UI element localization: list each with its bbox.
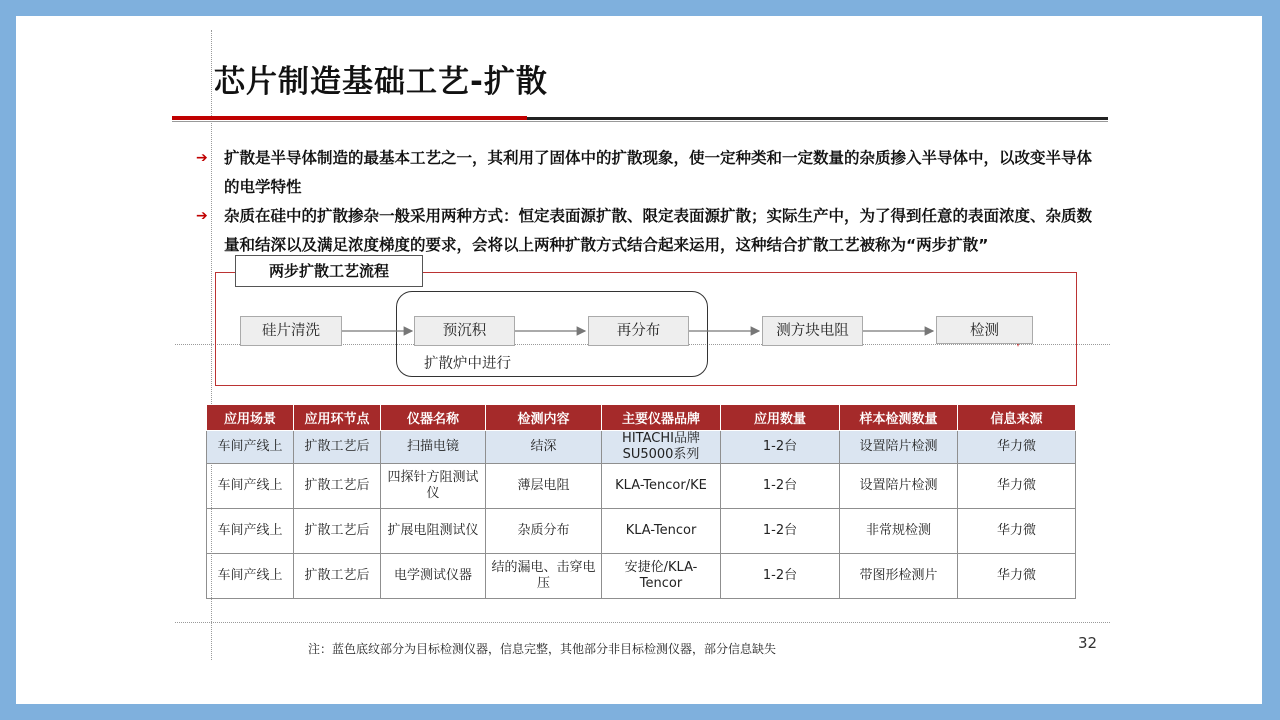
table-cell: 1-2台 (721, 554, 840, 599)
table-cell: 华力微 (958, 431, 1076, 464)
table-cell: 带图形检测片 (840, 554, 958, 599)
flow-step-redistribution: 再分布 (588, 316, 689, 346)
table-cell: 安捷伦/KLA-Tencor (602, 554, 721, 599)
table-cell: 结深 (486, 431, 602, 464)
table-cell: 1-2台 (721, 509, 840, 554)
column-header: 仪器名称 (381, 405, 486, 431)
bullet-text: 扩散是半导体制造的最基本工艺之一，其利用了固体中的扩散现象，使一定种类和一定数量的杂质掺入半导体中，以改变半导体的电学特性 (224, 149, 1093, 196)
table-cell: 设置陪片检测 (840, 464, 958, 509)
bullet-text: 杂质在硅中的扩散掺杂一般采用两种方式：恒定表面源扩散、限定表面源扩散；实际生产中，为了得到任意的表面浓度、杂质数量和结深以及满足浓度梯度的要求，会将以上两种扩散方式结合起来运用，这种结合扩散工艺被称为“两步扩散” (224, 207, 1093, 254)
table-cell: 薄层电阻 (486, 464, 602, 509)
table-cell: 扩散工艺后 (294, 464, 381, 509)
table-row (207, 464, 1076, 509)
footnote: 注：蓝色底纹部分为目标检测仪器，信息完整，其他部分非目标检测仪器，部分信息缺失 (308, 642, 777, 656)
bullet-arrow-icon: ➔ (196, 150, 208, 166)
column-header: 应用环节点 (294, 405, 381, 431)
table-cell: 车间产线上 (207, 464, 294, 509)
table-cell: 扩散工艺后 (294, 431, 381, 464)
table-cell: 华力微 (958, 509, 1076, 554)
table-cell: 结的漏电、击穿电压 (486, 554, 602, 599)
flow-step-predeposition: 预沉积 (414, 316, 515, 346)
table-row (207, 554, 1076, 599)
table-cell: 扩散工艺后 (294, 509, 381, 554)
table-cell: 华力微 (958, 554, 1076, 599)
table-cell: 四探针方阻测试仪 (381, 464, 486, 509)
table-cell: 扩散工艺后 (294, 554, 381, 599)
table-cell: 1-2台 (721, 464, 840, 509)
table-cell: 扫描电镜 (381, 431, 486, 464)
table-cell: 非常规检测 (840, 509, 958, 554)
table-row (207, 509, 1076, 554)
flow-step-inspection: 检测 (936, 316, 1033, 344)
flow-step-sheet-resistance: 测方块电阻 (762, 316, 863, 346)
table-cell: 电学测试仪器 (381, 554, 486, 599)
column-header: 应用数量 (721, 405, 840, 431)
table-row (207, 431, 1076, 464)
bullet-arrow-icon: ➔ (196, 208, 208, 224)
table-cell: 华力微 (958, 464, 1076, 509)
table-cell: KLA-Tencor (602, 509, 721, 554)
flow-title: 两步扩散工艺流程 (235, 255, 423, 287)
table-header-row (207, 405, 1076, 431)
page-title: 芯片制造基础工艺-扩散 (214, 64, 548, 100)
table-cell: 杂质分布 (486, 509, 602, 554)
column-header: 主要仪器品牌 (602, 405, 721, 431)
table-cell: 设置陪片检测 (840, 431, 958, 464)
column-header: 信息来源 (958, 405, 1076, 431)
table-cell: 扩展电阻测试仪 (381, 509, 486, 554)
table-cell: KLA-Tencor/KE (602, 464, 721, 509)
instrument-table (206, 404, 1076, 599)
table-cell: 车间产线上 (207, 431, 294, 464)
furnace-note: 扩散炉中进行 (424, 356, 511, 372)
flow-step-wafer-clean: 硅片清洗 (240, 316, 342, 346)
column-header: 检测内容 (486, 405, 602, 431)
table-cell: 1-2台 (721, 431, 840, 464)
column-header: 应用场景 (207, 405, 294, 431)
column-header: 样本检测数量 (840, 405, 958, 431)
table-cell: HITACHI品牌SU5000系列 (602, 431, 721, 464)
table-cell: 车间产线上 (207, 554, 294, 599)
table-cell: 车间产线上 (207, 509, 294, 554)
page-number: 32 (1078, 634, 1098, 652)
